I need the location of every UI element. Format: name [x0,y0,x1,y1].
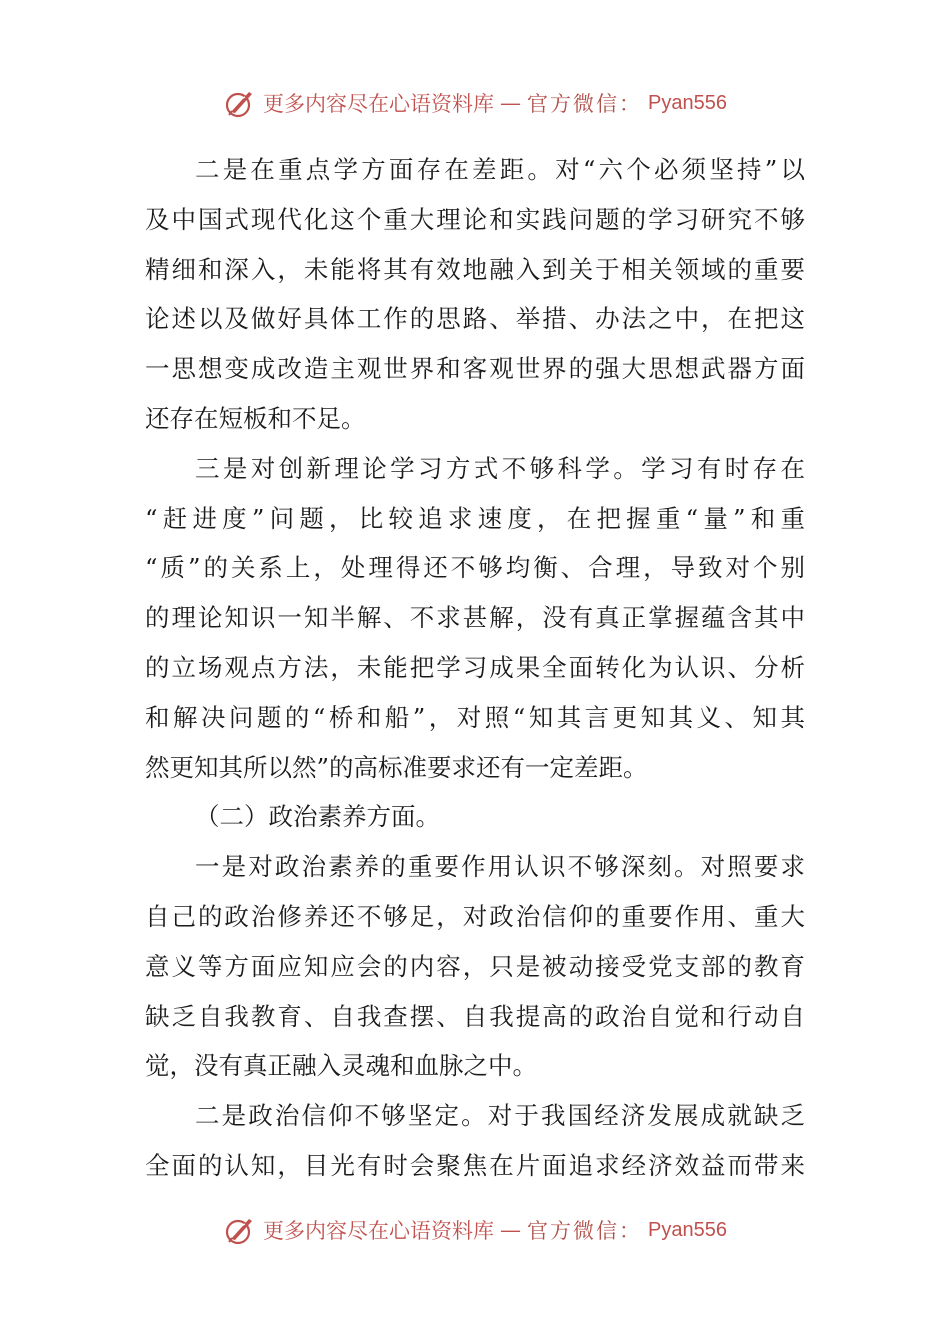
body-line: “质”的关系上，处理得还不够均衡、合理，导致对个别 [145,553,805,583]
quill-pen-logo-icon [223,1213,257,1247]
watermark-dash: — [500,1218,522,1242]
watermark-wechat-id: Pyan556 [648,91,727,114]
header-watermark [0,83,950,123]
body-line: 意义等方面应知应会的内容，只是被动接受党支部的教育 [145,951,805,981]
body-line: 二是政治信仰不够坚定。对于我国经济发展成就缺乏 [195,1101,805,1131]
body-line: 及中国式现代化这个重大理论和实践问题的学习研究不够 [145,204,805,234]
body-line: 的理论知识一知半解、不求甚解，没有真正掌握蕴含其中 [145,603,805,633]
document-body [145,145,805,1191]
body-line: 自己的政治修养还不够足，对政治信仰的重要作用、重大 [145,901,805,931]
body-line: 缺乏自我教育、自我查摆、自我提高的政治自觉和行动自 [145,1001,805,1031]
body-line: 的立场观点方法，未能把学习成果全面转化为认识、分析 [145,652,805,682]
watermark-wechat-id: Pyan556 [648,1218,727,1241]
watermark-official-text: 官方微信： [527,92,643,116]
body-line: 觉，没有真正融入灵魂和血脉之中。 [145,1051,537,1081]
body-line: 然更知其所以然”的高标准要求还有一定差距。 [145,752,648,782]
body-line: 论述以及做好具体工作的思路、举措、办法之中，在把这 [145,304,805,334]
body-line: 全面的认知，目光有时会聚焦在片面追求经济效益而带来 [145,1150,805,1180]
body-line: “赶进度”问题，比较追求速度，在把握重“量”和重 [145,503,805,533]
body-line: 精细和深入，未能将其有效地融入到关于相关领域的重要 [145,254,805,284]
body-line: 三是对创新理论学习方式不够科学。学习有时存在 [195,453,805,483]
body-line: 一思想变成改造主观世界和客观世界的强大思想武器方面 [145,354,805,384]
watermark-site-text: 更多内容尽在心语资料库 [263,92,495,116]
section-heading: （二）政治素养方面。 [195,802,440,832]
body-line: 和解决问题的“桥和船”，对照“知其言更知其义、知其 [145,702,805,732]
body-line: 还存在短板和不足。 [145,403,366,433]
watermark-dash: — [500,91,522,115]
watermark-official-text: 官方微信： [527,1219,643,1243]
body-line: 二是在重点学方面存在差距。对“六个必须坚持”以 [195,155,805,184]
quill-pen-logo-icon [223,86,257,120]
watermark-site-text: 更多内容尽在心语资料库 [263,1219,495,1243]
footer-watermark [0,1210,950,1250]
body-line: 一是对政治素养的重要作用认识不够深刻。对照要求 [195,852,805,882]
